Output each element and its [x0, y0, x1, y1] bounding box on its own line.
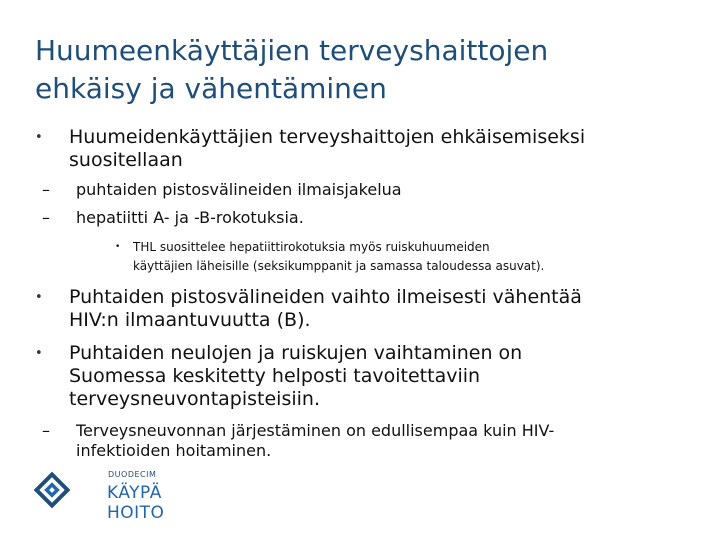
dash-marker: –	[42, 180, 50, 199]
title-line-1: Huumeenkäyttäjien terveyshaittojen	[35, 34, 549, 67]
list-item-text: Puhtaiden neulojen ja ruiskujen vaihtaminen on	[69, 342, 523, 364]
logo-small-text: DUODECIM	[108, 470, 157, 479]
list-item-text: käyttäjien läheisille (seksikumppanit ja samassa taloudessa asuvat).	[133, 259, 545, 273]
list-item-text: suositellaan	[69, 149, 183, 171]
diamond-logo-icon	[32, 470, 72, 510]
list-item	[42, 180, 696, 200]
list-item	[35, 342, 699, 411]
list-item	[35, 286, 699, 332]
dash-marker: –	[42, 421, 50, 440]
kaypa-hoito-logo	[32, 466, 212, 523]
list-item-text: Puhtaiden pistosvälineiden vaihto ilmeisesti vähentää	[69, 286, 582, 308]
list-item-text: infektioiden hoitaminen.	[76, 441, 272, 460]
list-item-text: Huumeidenkäyttäjien terveyshaittojen ehkäisemiseksi	[69, 126, 586, 148]
list-item-text: Suomessa keskitetty helposti tavoitettaviin	[69, 365, 481, 387]
bullet-marker: •	[35, 130, 43, 145]
dash-marker: –	[42, 208, 50, 227]
list-item	[35, 126, 699, 172]
list-item-text: THL suosittelee hepatiittirokotuksia myös ruiskuhuumeiden	[133, 240, 490, 254]
logo-big-text: KÄYPÄ HOITO	[107, 483, 165, 523]
list-item-text: hepatiitti A- ja -B-rokotuksia.	[76, 208, 304, 227]
bullet-marker: •	[35, 346, 43, 361]
list-item-text: HIV:n ilmaantuvuutta (B).	[69, 309, 311, 331]
list-item	[42, 421, 696, 461]
list-item	[115, 238, 703, 276]
title-line-2: ehkäisy ja vähentäminen	[35, 72, 387, 105]
bullet-marker: •	[35, 290, 43, 305]
list-item-text: terveysneuvontapisteisiin.	[69, 388, 320, 410]
bullet-marker: •	[115, 242, 121, 252]
list-item-text: puhtaiden pistosvälineiden ilmaisjakelua	[76, 180, 402, 199]
list-item-text: Terveysneuvonnan järjestäminen on edullisempaa kuin HIV-	[76, 421, 555, 440]
list-item	[42, 208, 696, 228]
